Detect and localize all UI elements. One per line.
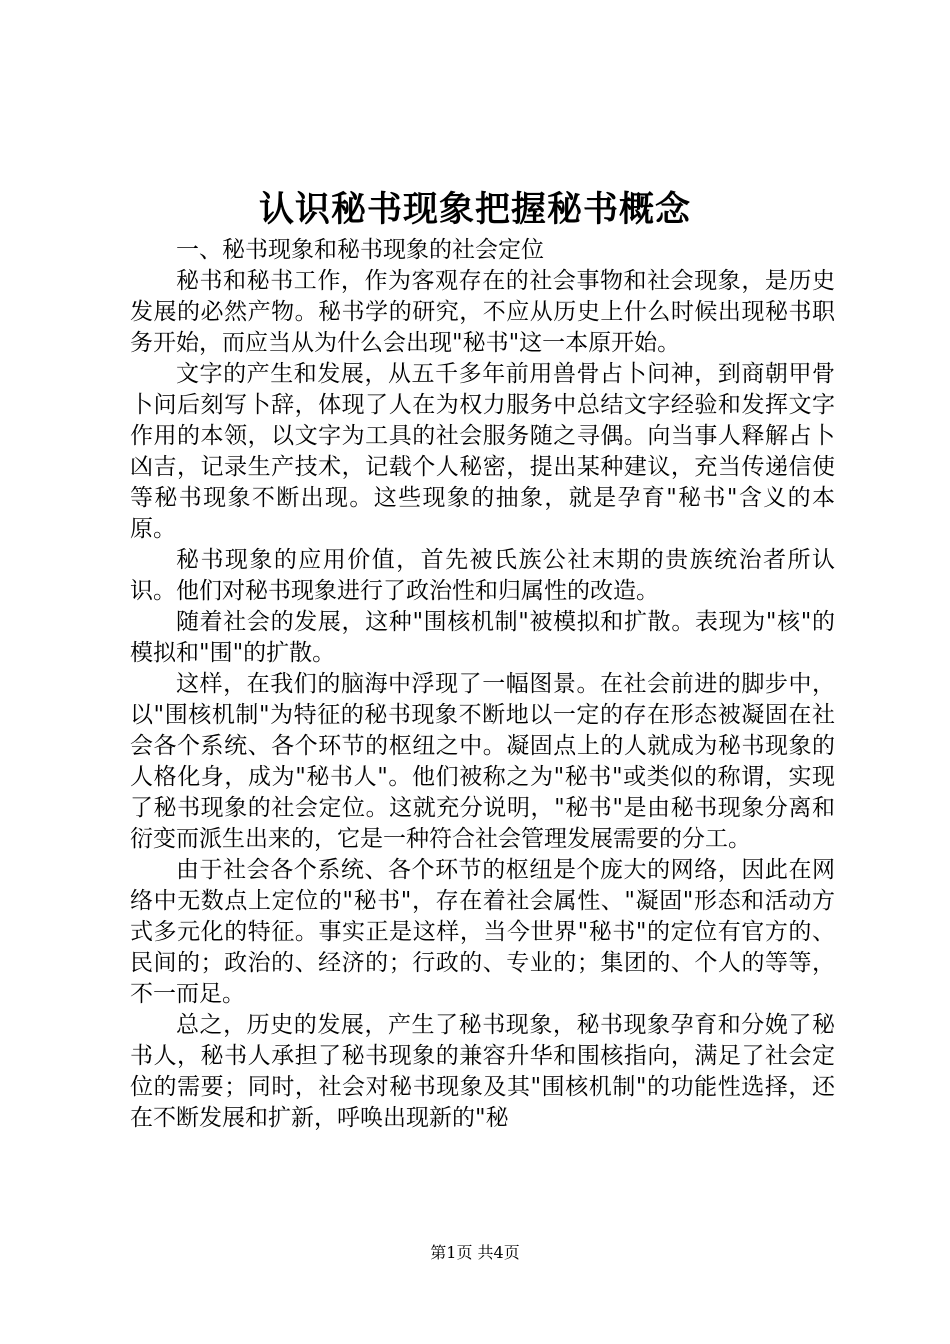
paragraph: 文字的产生和发展，从五千多年前用兽骨占卜问神，到商朝甲骨卜问后刻写卜辞，体现了人在为权力服务中总结文字经验和发挥文字作用的本领，以文字为工具的社会服务随之寻偶。向当事人释解占卜凶吉，记录生产技术，记载个人秘密，提出某种建议，充当传递信使等秘书现象不断出现。这些现象的抽象，就是孕育"秘书"含义的本原。 bbox=[130, 361, 835, 542]
paragraph: 总之，历史的发展，产生了秘书现象，秘书现象孕育和分娩了秘书人，秘书人承担了秘书现象的兼容升华和围核指向，满足了社会定位的需要；同时，社会对秘书现象及其"围核机制"的功能性选择，还在不断发展和扩新，呼唤出现新的"秘 bbox=[130, 1012, 835, 1131]
paragraph: 秘书和秘书工作，作为客观存在的社会事物和社会现象，是历史发展的必然产物。秘书学的研究，不应从历史上什么时候出现秘书职务开始，而应当从为什么会出现"秘书"这一本原开始。 bbox=[130, 268, 835, 356]
paragraph: 这样，在我们的脑海中浮现了一幅图景。在社会前进的脚步中，以"围核机制"为特征的秘书现象不断地以一定的存在形态被凝固在社会各个系统、各个环节的枢纽之中。凝固点上的人就成为秘书现象的人格化身，成为"秘书人"。他们被称之为"秘书"或类似的称谓，实现了秘书现象的社会定位。这就充分说明，"秘书"是由秘书现象分离和衍变而派生出来的，它是一种符合社会管理发展需要的分工。 bbox=[130, 671, 835, 852]
page-footer: 第1页 共4页 bbox=[430, 1243, 520, 1262]
document-body bbox=[130, 235, 835, 1134]
document-title: 认识秘书现象把握秘书概念 bbox=[258, 189, 691, 230]
section-heading: 一、秘书现象和秘书现象的社会定位 bbox=[176, 237, 544, 263]
paragraph: 随着社会的发展，这种"围核机制"被模拟和扩散。表现为"核"的模拟和"围"的扩散。 bbox=[130, 609, 835, 666]
paragraph: 由于社会各个系统、各个环节的枢纽是个庞大的网络，因此在网络中无数点上定位的"秘书"，存在着社会属性、"凝固"形态和活动方式多元化的特征。事实正是这样，当今世界"秘书"的定位有官方的、民间的；政治的、经济的；行政的、专业的；集团的、个人的等等，不一而足。 bbox=[130, 857, 835, 1007]
paragraph: 秘书现象的应用价值，首先被氏族公社末期的贵族统治者所认识。他们对秘书现象进行了政治性和归属性的改造。 bbox=[130, 547, 835, 604]
